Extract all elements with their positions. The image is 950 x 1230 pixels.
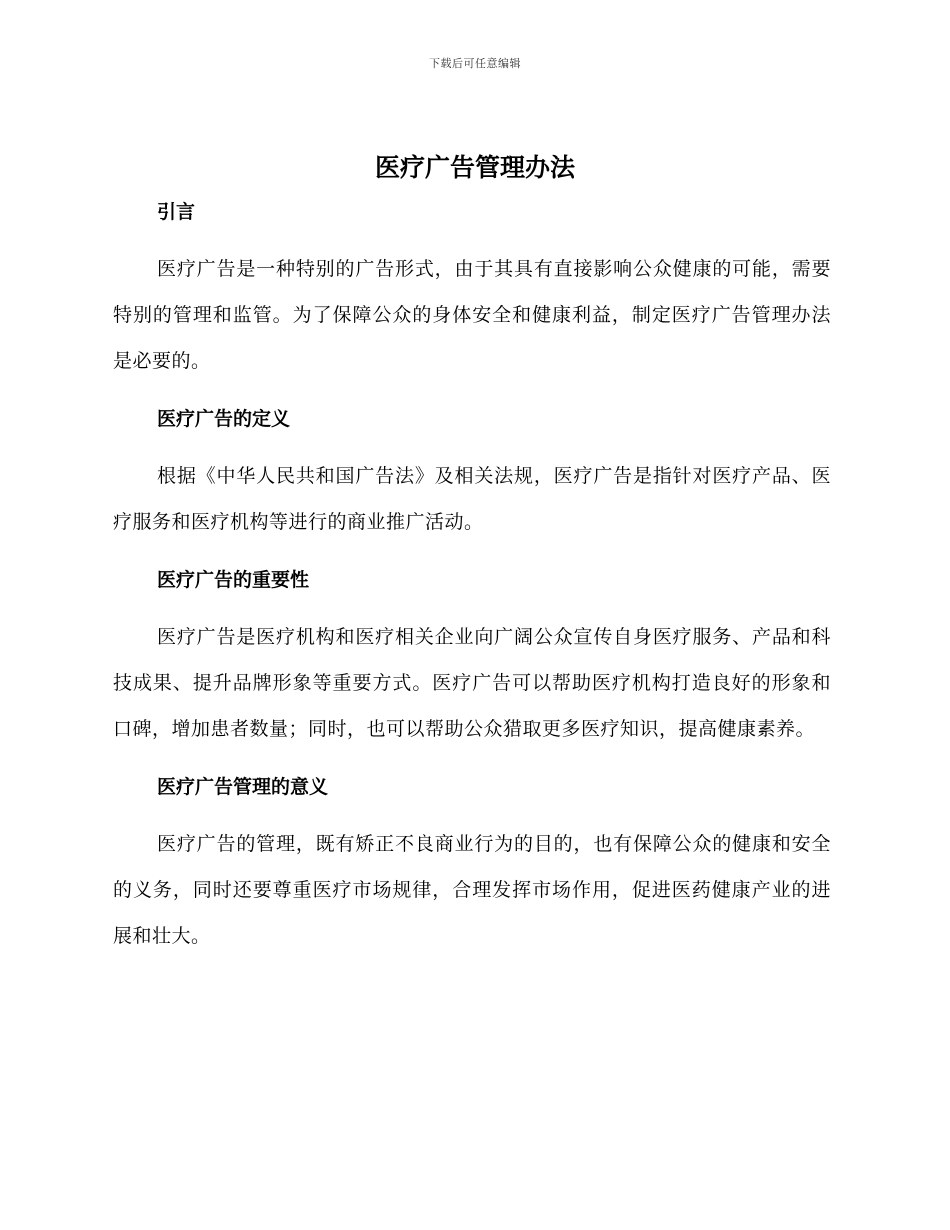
section-paragraph-introduction: 医疗广告是一种特别的广告形式，由于其具有直接影响公众健康的可能，需要特别的管理和监管。为了保障公众的身体安全和健康利益，制定医疗广告管理办法是必要的。 xyxy=(113,258,831,372)
section-heading-significance: 医疗广告管理的意义 xyxy=(157,776,329,798)
section-paragraph-significance: 医疗广告的管理，既有矫正不良商业行为的目的，也有保障公众的健康和安全的义务，同时还要尊重医疗市场规律，合理发挥市场作用，促进医药健康产业的进展和壮大。 xyxy=(113,833,831,947)
section-heading-definition: 医疗广告的定义 xyxy=(157,408,291,430)
section-heading-introduction: 引言 xyxy=(157,201,196,223)
document-body xyxy=(113,196,831,959)
section-paragraph-importance: 医疗广告是医疗机构和医疗相关企业向广阔公众宣传自身医疗服务、产品和科技成果、提升品牌形象等重要方式。医疗广告可以帮助医疗机构打造良好的形象和口碑，增加患者数量；同时，也可以帮助公众猎取更多医疗知识，提高健康素养。 xyxy=(113,626,831,740)
section-paragraph-definition: 根据《中华人民共和国广告法》及相关法规，医疗广告是指针对医疗产品、医疗服务和医疗机构等进行的商业推广活动。 xyxy=(113,465,831,533)
section-heading-importance: 医疗广告的重要性 xyxy=(157,569,310,591)
page-header-note: 下载后可任意编辑 xyxy=(429,57,521,70)
document-title: 医疗广告管理办法 xyxy=(374,153,575,182)
